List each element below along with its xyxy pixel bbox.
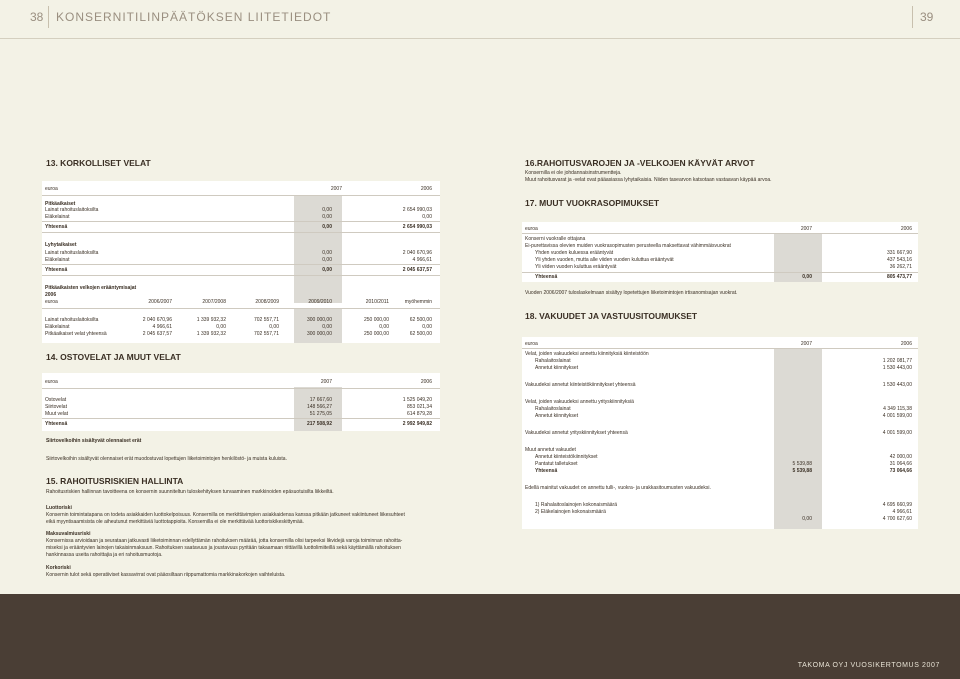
- liquidity-risk-line: hankinnassa useita rahoittajia ja eri rahoitusmuotoja.: [46, 552, 163, 558]
- maturity-head: myöhemmin: [404, 299, 432, 305]
- note-text: Siirtovelkoihin sisältyvät olennaiset erät muodostuvat lopettujen liiketoimintojen henkilöstö- ja muista kuluista.: [46, 456, 287, 462]
- maturity-value: 300 000,00: [306, 317, 332, 323]
- divider: [42, 308, 440, 309]
- maturity-row-label: Pitkäaikaiset velat yhteensä: [45, 331, 107, 337]
- value-2007: 0,00: [322, 257, 332, 263]
- row-label: Yli yhden vuoden, mutta alle viiden vuoden kuluttua erääntyvät: [535, 257, 674, 263]
- note-title: Siirtovelkoihin sisältyvät olennaiset erät: [46, 438, 142, 444]
- maturity-title: Pitkäaikaisten velkojen erääntymisajat: [45, 285, 137, 291]
- section-17-note: Vuoden 2006/2007 tuloslaskelmaan sisältyy lopetettujen liiketoimintojen irtisanomisajan vuokrat.: [525, 290, 738, 296]
- year-2006: 2006: [420, 379, 432, 385]
- total-2007: 0,00: [802, 274, 812, 280]
- page-number-right: 39: [920, 10, 934, 24]
- maturity-value: 0,00: [422, 324, 432, 330]
- value-2006: 1 530 443,00: [882, 365, 912, 371]
- row-label: 2) Eläkelainojen kokonaismäärä: [535, 509, 606, 515]
- maturity-value: 0,00: [269, 324, 279, 330]
- column-shade: [774, 348, 822, 529]
- value-2006: 4 700 627,60: [882, 516, 912, 522]
- table-17: [522, 222, 918, 282]
- row-label: Annetut kiinnitykset: [535, 413, 579, 419]
- section-14-title: 14. OSTOVELAT JA MUUT VELAT: [46, 352, 181, 362]
- group-label: Pitkäaikaiset: [45, 201, 76, 207]
- value-2007: 148 566,27: [306, 404, 332, 410]
- intro-text: Rahoitusriskien hallinnan tavoitteena on konsernin suunniteltun tuloskehityksen turvaaminen markkinoiden epäsuotuisilta liikkeiltä.: [46, 489, 334, 495]
- divider: [522, 348, 918, 349]
- unit-label: euroa: [45, 379, 58, 385]
- maturity-value: 1 339 932,32: [196, 317, 226, 323]
- value-2006: 1 202 081,77: [882, 358, 912, 364]
- header-divider: [912, 6, 913, 28]
- page-number-left: 38: [30, 10, 44, 24]
- year-2006: 2006: [900, 341, 912, 347]
- value-2006: 614 879,28: [406, 411, 432, 417]
- value-2007: 5 539,88: [792, 468, 812, 474]
- section-13-title: 13. KORKOLLISET VELAT: [46, 158, 151, 168]
- row-label: Lainat rahoituslaitoksilta: [45, 250, 99, 256]
- year-2007: 2007: [330, 186, 342, 192]
- value-2006: 2 040 670,96: [402, 250, 432, 256]
- total-label: Yhteensä: [45, 421, 68, 427]
- value-2007: 51 275,05: [309, 411, 332, 417]
- liquidity-risk-line: miseksi ja erääntyvien lainojen takaisinmaksuun. Rahoituksen saatavuus ja joustavuus pyritään takaamaan riittävillä luottolimiiteillä sekä käyttämällä rahoituksen: [46, 545, 401, 551]
- value-2007: 0,00: [322, 250, 332, 256]
- year-2006: 2006: [420, 186, 432, 192]
- value-2006: 1 525 049,20: [402, 397, 432, 403]
- value-2007: 17 667,60: [309, 397, 332, 403]
- row-label: Siirtovelat: [45, 404, 67, 410]
- header-title: KONSERNITILINPÄÄTÖKSEN LIITETIEDOT: [56, 10, 332, 24]
- maturity-row-label: Eläkelainat: [45, 324, 70, 330]
- maturity-value: 0,00: [379, 324, 389, 330]
- value-2006: 2 654 990,03: [402, 207, 432, 213]
- divider: [42, 232, 440, 233]
- total-2007: 0,00: [322, 224, 332, 230]
- credit-risk-line: eikä myyntisaamisista ole aiheutunut merkittäviä luottotappioita. Konsernilla ei ole merkittävää luottoriskikeskittymää.: [46, 519, 304, 525]
- maturity-head: 2006/2007: [148, 299, 172, 305]
- liquidity-risk-title: Maksuvalmiusriski: [46, 531, 91, 537]
- total-2006: 805 473,77: [886, 274, 912, 280]
- maturity-value: 4 966,61: [152, 324, 172, 330]
- value-2006: 73 064,66: [889, 468, 912, 474]
- unit-label: euroa: [525, 341, 538, 347]
- row-label: Yhteensä: [535, 468, 558, 474]
- year-2006: 2006: [900, 226, 912, 232]
- value-2006: 4 966,61: [412, 257, 432, 263]
- value-2006: 4 001 599,00: [882, 413, 912, 419]
- header-divider: [48, 6, 49, 28]
- row-label: Ei-purettavissa olevien muiden vuokrasopimusten perusteella maksettavat vähimmäisvuokrat: [525, 243, 731, 249]
- total-2006: 2 992 949,82: [402, 421, 432, 427]
- value-2007: 0,00: [322, 207, 332, 213]
- divider: [522, 272, 918, 273]
- row-label: 1) Rahalaitoslainojen kokonaismäärä: [535, 502, 617, 508]
- maturity-value: 250 000,00: [363, 331, 389, 337]
- row-label: Rahalaitoslainat: [535, 406, 571, 412]
- value-2006: 36 262,71: [889, 264, 912, 270]
- row-label: Lainat rahoituslaitoksilta: [45, 207, 99, 213]
- value-2006: 4 349 115,38: [883, 406, 912, 412]
- value-2006: 437 543,16: [886, 257, 912, 263]
- value-2007: 0,00: [322, 214, 332, 220]
- total-2006: 2 654 990,03: [402, 224, 432, 230]
- table-18: [522, 337, 918, 529]
- row-label: Muut velat: [45, 411, 69, 417]
- maturity-head: 2010/2011: [365, 299, 389, 305]
- year-2007: 2007: [800, 341, 812, 347]
- maturity-value: 702 557,71: [253, 317, 279, 323]
- maturity-head: 2007/2008: [202, 299, 226, 305]
- unit-label: euroa: [45, 186, 58, 192]
- total-label: Yhteensä: [535, 274, 558, 280]
- row-label: Eläkelainat: [45, 214, 70, 220]
- total-2007: 217 508,92: [306, 421, 332, 427]
- maturity-value: 0,00: [216, 324, 226, 330]
- row-label: Muut annetut vakuudet: [525, 447, 576, 453]
- divider: [522, 233, 918, 234]
- divider: [42, 275, 440, 276]
- value-2006: 4 695 660,99: [882, 502, 912, 508]
- section-16-title: 16.RAHOITUSVAROJEN JA -VELKOJEN KÄYVÄT ARVOT: [525, 158, 755, 168]
- maturity-value: 702 557,71: [253, 331, 279, 337]
- row-label: Eläkelainat: [45, 257, 70, 263]
- value-2006: 42 000,00: [889, 454, 912, 460]
- row-label: Annetut kiinteistökiinnitykset: [535, 454, 598, 460]
- liquidity-risk-line: Konsernissa arvioidaan ja seurataan jatkuvasti liiketoiminnan edellyttämän rahoituksen määrää, jotta konsernilla olisi tarpeeksi likvidejä varoja toiminnan rahoitta-: [46, 538, 403, 544]
- maturity-head: 2008/2009: [255, 299, 279, 305]
- maturity-head: 2009/2010: [308, 299, 332, 305]
- page-header: [0, 0, 960, 39]
- maturity-row-label: Lainat rahoituslaitoksilta: [45, 317, 99, 323]
- total-label: Yhteensä: [45, 267, 68, 273]
- maturity-value: 1 339 932,32: [196, 331, 226, 337]
- table-13: [42, 181, 440, 343]
- value-2006: 853 021,34: [406, 404, 432, 410]
- row-label: Velat, joiden vakuudeksi annettu yrityskiinnityksiä: [525, 399, 634, 405]
- value-2006: 1 530 443,00: [882, 382, 912, 388]
- value-2006: 0,00: [422, 214, 432, 220]
- credit-risk-title: Luottoriski: [46, 505, 72, 511]
- value-2007: 5 539,88: [792, 461, 812, 467]
- year-2007: 2007: [800, 226, 812, 232]
- total-label: Yhteensä: [45, 224, 68, 230]
- value-2006: 31 064,66: [889, 461, 912, 467]
- row-label: Velat, joiden vakuudeksi annettu kiinnityksiä kiinteistöön: [525, 351, 649, 357]
- maturity-head-unit: euroa: [45, 299, 58, 305]
- value-2006: 4 001 599,00: [882, 430, 912, 436]
- section-16-line: Konsernilla ei ole johdannaisinstrumentteja.: [525, 170, 622, 176]
- divider: [42, 418, 440, 419]
- row-label: Vakuudeksi annetut yrityskiinnitykset yhteensä: [525, 430, 628, 436]
- row-label: Yli viiden vuoden kuluttua erääntyvät: [535, 264, 617, 270]
- total-2007: 0,00: [322, 267, 332, 273]
- interest-risk-title: Korkoriski: [46, 565, 71, 571]
- row-label: Pantatut talletukset: [535, 461, 578, 467]
- value-2007: 0,00: [802, 516, 812, 522]
- section-16-line: Muut rahoitusvarat ja -velat ovat pääasiassa lyhytaikaisia. Niiden tasearvon katsotaan vastaavan käypää arvoa.: [525, 177, 772, 183]
- value-2006: 4 966,61: [892, 509, 912, 515]
- row-label: Yhden vuoden kuluessa erääntyvät: [535, 250, 614, 256]
- maturity-value: 0,00: [322, 324, 332, 330]
- maturity-value: 2 040 670,96: [142, 317, 172, 323]
- page-footer: [0, 594, 960, 679]
- section-15-title: 15. RAHOITUSRISKIEN HALLINTA: [46, 476, 184, 486]
- maturity-value: 250 000,00: [363, 317, 389, 323]
- maturity-value: 62 500,00: [409, 331, 432, 337]
- divider: [42, 221, 440, 222]
- row-label: Ostovelat: [45, 397, 67, 403]
- maturity-value: 62 500,00: [409, 317, 432, 323]
- credit-risk-line: Konsernin toimintatapana on todeta asiakkaiden luottokelpoisuus. Konsernilla on merkittävimpien asiakkaidensa kanssa pitkään jatkuneet vakiintuneet liikesuhteet: [46, 512, 405, 518]
- section-17-title: 17. MUUT VUOKRASOPIMUKSET: [525, 198, 660, 208]
- row-label: Annetut kiinnitykset: [535, 365, 579, 371]
- row-label: Rahalaitoslainat: [535, 358, 571, 364]
- row-label: Konserni vuokralle ottajana: [525, 236, 586, 242]
- interest-risk-line: Konsernin tulot sekä operatiiviset kassavirrat ovat pääosiltaan riippumattomia markkinakorkojen vaihteluista.: [46, 572, 286, 578]
- divider: [42, 264, 440, 265]
- row-label: Vakuudeksi annetut kiinteistökiinnitykset yhteensä: [525, 382, 636, 388]
- maturity-value: 2 045 637,57: [142, 331, 172, 337]
- total-2006: 2 045 637,57: [402, 267, 432, 273]
- maturity-value: 300 000,00: [306, 331, 332, 337]
- row-label: Edellä mainitut vakuudet on annettu tulli-, vuokra- ja urakkasitoumusten vakuudeksi.: [525, 485, 711, 491]
- value-2006: 331 667,90: [886, 250, 912, 256]
- maturity-year: 2006: [45, 292, 57, 298]
- unit-label: euroa: [525, 226, 538, 232]
- table-14: [42, 373, 440, 431]
- divider: [42, 388, 440, 389]
- group-label: Lyhytaikaiset: [45, 242, 77, 248]
- footer-text: TAKOMA OYJ VUOSIKERTOMUS 2007: [797, 662, 940, 669]
- divider: [42, 195, 440, 196]
- section-18-title: 18. VAKUUDET JA VASTUUSITOUMUKSET: [525, 311, 698, 321]
- year-2007: 2007: [320, 379, 332, 385]
